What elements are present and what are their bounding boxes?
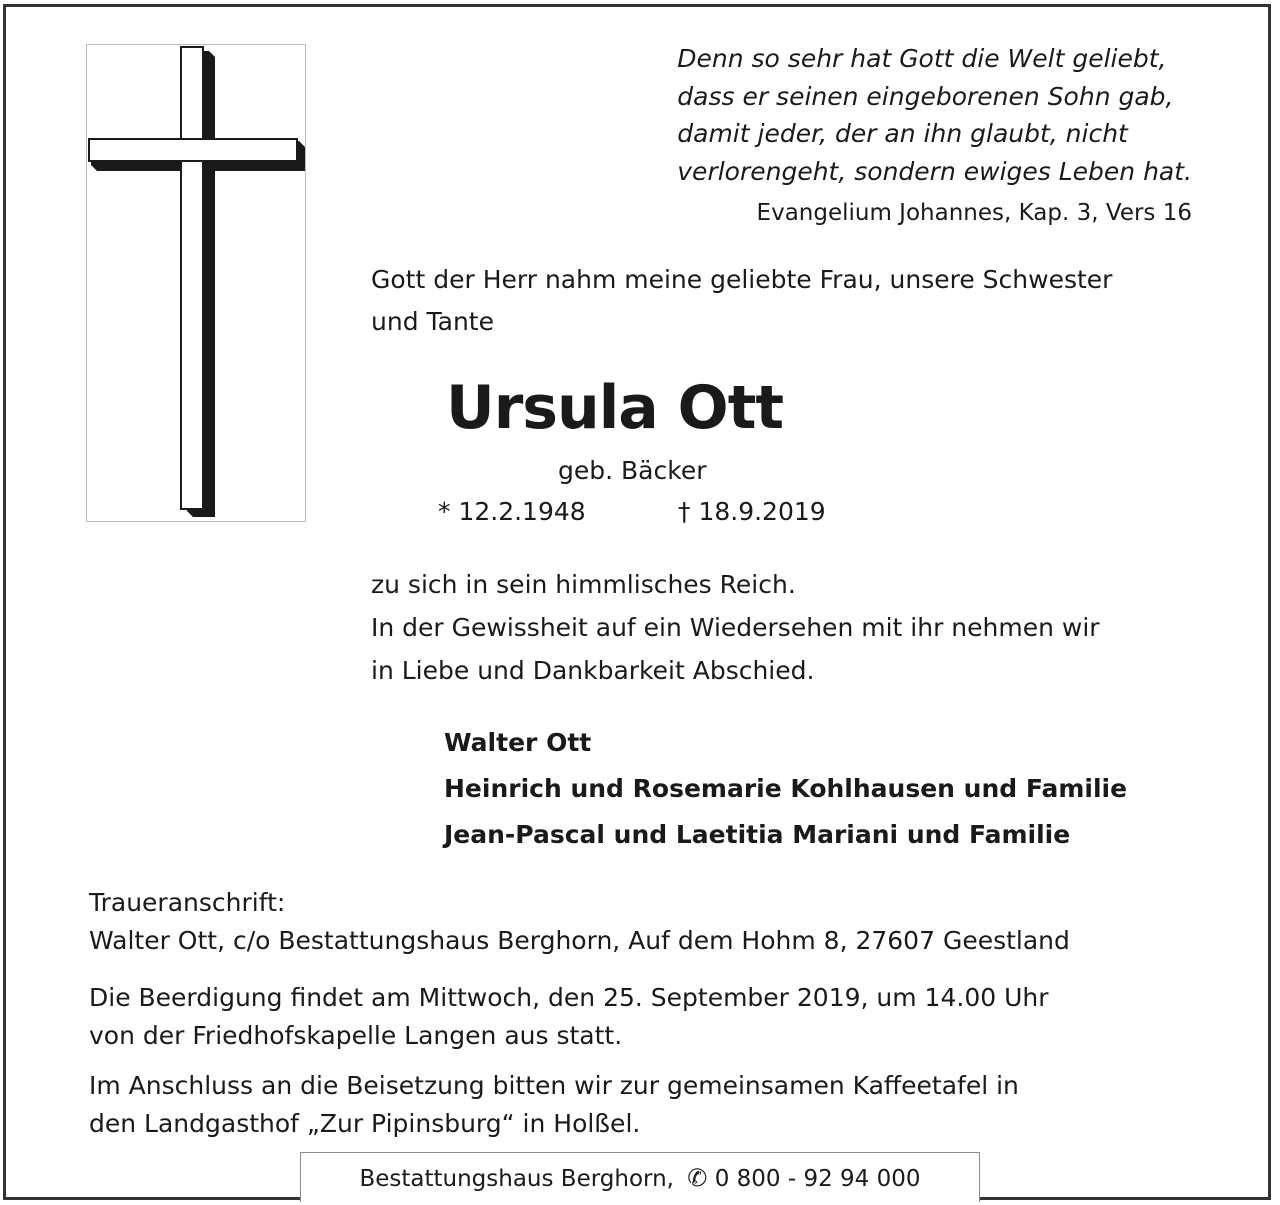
verse-line: damit jeder, der an ihn glaubt, nicht (677, 119, 1128, 148)
verse-line: dass er seinen eingeborenen Sohn gab, (677, 81, 1174, 111)
closing-text (371, 563, 1100, 692)
deceased-name: Ursula Ott (446, 373, 784, 443)
mourners-list (444, 720, 1127, 858)
mourner-name: Heinrich und Rosemarie Kohlhausen und Familie (444, 774, 1128, 803)
funeral-home-footer (300, 1152, 980, 1202)
verse-source: Evangelium Johannes, Kap. 3, Vers 16 (756, 200, 1192, 226)
verse-line: Denn so sehr hat Gott die Welt geliebt, (677, 44, 1167, 73)
closing-line: in Liebe und Dankbarkeit Abschied. (371, 656, 815, 685)
intro-line: Gott der Herr nahm meine geliebte Frau, unsere Schwester (371, 265, 1113, 294)
closing-line: zu sich in sein himmlisches Reich. (371, 570, 796, 599)
closing-line: In der Gewissheit auf ein Wiedersehen mit ihr nehmen wir (371, 613, 1100, 642)
verse-line: verlorengeht, sondern ewiges Leben hat. (677, 156, 1192, 186)
bible-verse (677, 40, 1192, 190)
intro-line: und Tante (371, 307, 494, 336)
maiden-name: geb. Bäcker (558, 456, 707, 485)
funeral-home-name: Bestattungshaus Berghorn, (359, 1166, 674, 1192)
mourner-name: Jean-Pascal und Laetitia Mariani und Familie (444, 820, 1071, 849)
mourning-address: Walter Ott, c/o Bestattungshaus Berghorn, Auf dem Hohm 8, 27607 Geestland (89, 926, 1070, 955)
cross-icon (87, 45, 307, 523)
reception-info (89, 1067, 1019, 1143)
reception-line: den Landgasthof „Zur Pipinsburg“ in Holßel. (89, 1109, 641, 1138)
birth-date: * 12.2.1948 (438, 497, 586, 526)
death-date: † 18.9.2019 (678, 497, 826, 526)
phone-icon: ✆ (687, 1164, 708, 1192)
phone-number[interactable]: 0 800 - 92 94 000 (714, 1166, 921, 1192)
intro-text (371, 259, 1112, 343)
mourning-address-label: Traueranschrift: (89, 888, 286, 917)
funeral-line: Die Beerdigung findet am Mittwoch, den 25. September 2019, um 14.00 Uhr (89, 983, 1049, 1012)
reception-line: Im Anschluss an die Beisetzung bitten wir zur gemeinsamen Kaffeetafel in (89, 1071, 1019, 1100)
funeral-line: von der Friedhofskapelle Langen aus statt. (89, 1021, 623, 1050)
cross-image (86, 44, 306, 522)
funeral-info (89, 979, 1049, 1055)
mourner-name: Walter Ott (444, 728, 592, 757)
